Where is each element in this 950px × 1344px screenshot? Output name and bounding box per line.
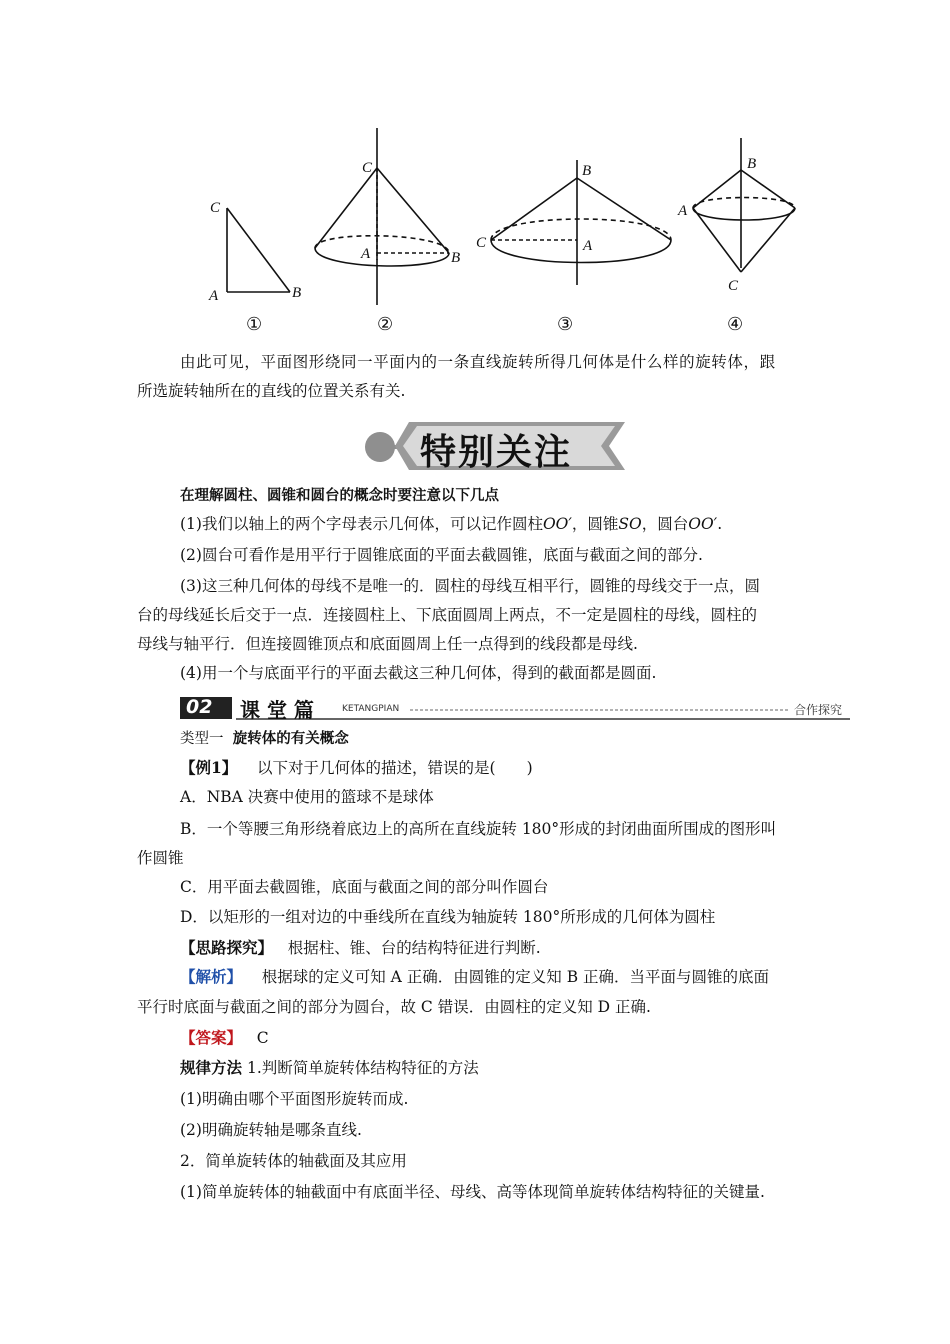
caption-2: ②: [377, 314, 394, 334]
label-f4-a: A: [678, 203, 688, 219]
caption-3: ③: [557, 314, 574, 334]
figure-1-triangle: [227, 208, 290, 292]
method-line-5: (1)简单旋转体的轴截面中有底面半径、母线、高等体现简单旋转体结构特征的关键量.: [180, 1183, 765, 1201]
label-f2-c: C: [362, 160, 373, 176]
section-right-label: 合作探究: [794, 703, 843, 717]
section-header-ketangpian: [180, 693, 850, 723]
special-attention-banner: [365, 418, 625, 474]
focus-point-4: (4)用一个与底面平行的平面去截这三种几何体，得到的截面都是圆面.: [180, 664, 657, 682]
focus-point-3-line-3: 母线与轴平行．但连接圆锥顶点和底面圆周上任一点得到的线段都是母线.: [137, 635, 638, 653]
figure-4-double-cone: [693, 138, 795, 272]
answer-line: [180, 1028, 269, 1048]
label-f4-c: C: [728, 278, 739, 294]
section-pinyin: KETANGPIAN: [342, 704, 400, 714]
answer-tag: 【答案】: [180, 1028, 243, 1047]
focus-point-3-line-1: (3)这三种几何体的母线不是唯一的．圆柱的母线互相平行，圆锥的母线交于一点，圆: [180, 577, 760, 595]
method-line-3: (2)明确旋转轴是哪条直线.: [180, 1121, 362, 1139]
label-f1-b: B: [292, 285, 302, 301]
label-f3-b: B: [582, 163, 592, 179]
figure-3-cone: [491, 160, 671, 285]
option-c: C．用平面去截圆锥，底面与截面之间的部分叫作圆台: [180, 878, 549, 896]
type-label: 类型一: [180, 731, 224, 747]
focus-point-1: (1)我们以轴上的两个字母表示几何体，可以记作圆柱OO′，圆锥SO，圆台OO′.: [180, 515, 723, 533]
analysis-line-1: 【解析】 根据球的定义可知 A 正确．由圆锥的定义知 B 正确．当平面与圆锥的底面: [180, 967, 770, 986]
example-question: 【例1】 以下对于几何体的描述，错误的是( ): [180, 758, 533, 777]
focus-point-3-line-2: 台的母线延长后交于一点．连接圆柱上、下底面圆周上两点，不一定是圆柱的母线，圆柱的: [137, 606, 758, 624]
method-line-1: 规律方法 1.判断简单旋转体结构特征的方法: [180, 1059, 479, 1077]
label-f1-c: C: [210, 200, 221, 216]
intro-line-1: 由此可见，平面图形绕同一平面内的一条直线旋转所得几何体是什么样的旋转体，跟: [180, 353, 776, 371]
banner-title: 特别关注: [420, 432, 573, 473]
type-title: 旋转体的有关概念: [232, 731, 349, 747]
method-line-4: 2．简单旋转体的轴截面及其应用: [180, 1152, 407, 1170]
thinking-line: 【思路探究】 根据柱、锥、台的结构特征进行判断.: [180, 938, 541, 957]
analysis-tag: 【解析】: [180, 967, 243, 986]
focus-heading: 在理解圆柱、圆锥和圆台的概念时要注意以下几点: [180, 488, 499, 504]
rotation-figures: [195, 120, 815, 340]
option-a: A．NBA 决赛中使用的篮球不是球体: [180, 788, 434, 806]
label-f2-b: B: [451, 250, 461, 266]
label-f4-b: B: [747, 156, 757, 172]
focus-point-2: (2)圆台可看作是用平行于圆锥底面的平面去截圆锥，底面与截面之间的部分.: [180, 546, 703, 564]
figure-2-cone: [315, 128, 449, 305]
intro-line-2: 所选旋转轴所在的直线的位置关系有关.: [137, 382, 406, 400]
analysis-line-2: 平行时底面与截面之间的部分为圆台，故 C 错误．由圆柱的定义知 D 正确.: [137, 998, 651, 1016]
option-d: D．以矩形的一组对边的中垂线所在直线为轴旋转 180°所形成的几何体为圆柱: [180, 908, 716, 926]
thinking-tag: 【思路探究】: [180, 938, 274, 957]
method-line-2: (1)明确由哪个平面图形旋转而成.: [180, 1090, 409, 1108]
label-f2-a: A: [361, 246, 371, 262]
label-f3-a: A: [583, 238, 593, 254]
label-f3-c: C: [476, 235, 487, 251]
label-f1-a: A: [209, 288, 219, 304]
section-title: 课 堂 篇: [240, 698, 314, 722]
section-number: 02: [186, 696, 213, 718]
caption-1: ①: [246, 314, 263, 334]
method-tag: 规律方法: [180, 1059, 243, 1077]
option-b-line-2: 作圆锥: [137, 849, 184, 867]
example-tag: 【例1】: [180, 758, 238, 777]
option-b-line-1: B．一个等腰三角形绕着底边上的高所在直线旋转 180°形成的封闭曲面所围成的图形叫: [180, 820, 777, 838]
banner-dot: [365, 432, 395, 462]
caption-4: ④: [727, 314, 744, 334]
answer-value: C: [256, 1029, 269, 1047]
type-heading: [180, 729, 349, 749]
